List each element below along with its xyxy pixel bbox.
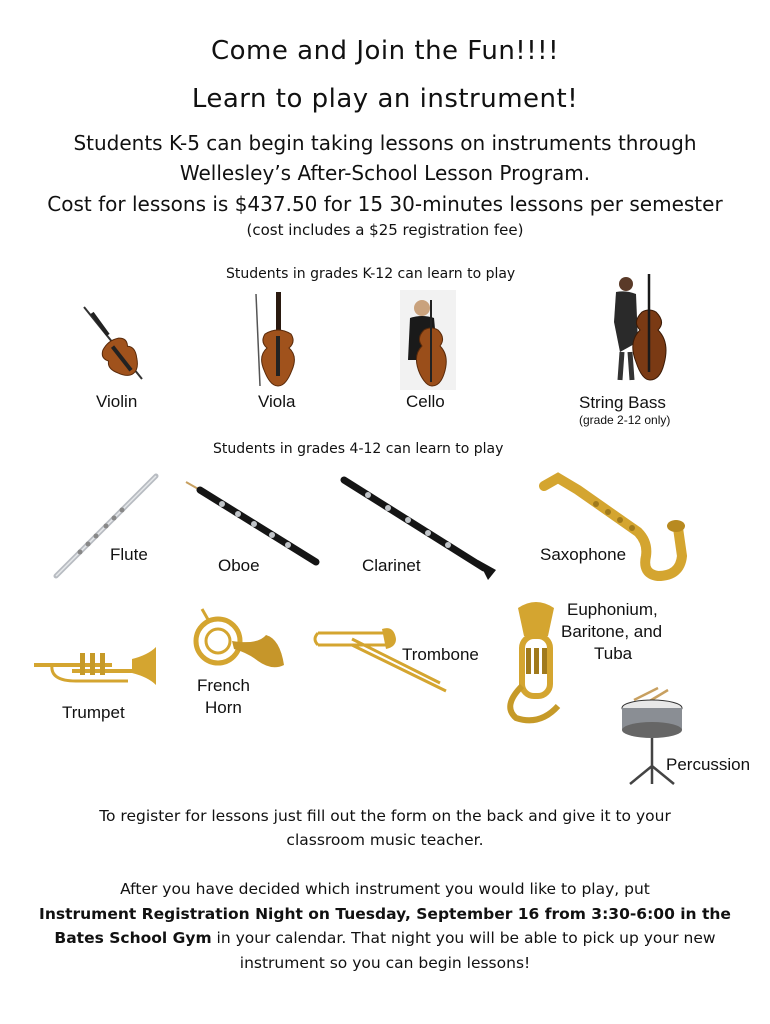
title-line-1: Come and Join the Fun!!!! xyxy=(211,36,559,66)
violin-icon xyxy=(78,305,148,385)
description-line-1: Students K-5 can begin taking lessons on instruments through xyxy=(73,131,697,155)
french-horn-label-line-2: Horn xyxy=(205,698,242,717)
trumpet-label: Trumpet xyxy=(62,703,125,722)
title-line-2: Learn to play an instrument! xyxy=(191,84,579,114)
final-line: instrument so you can begin lessons! xyxy=(239,954,531,972)
clarinet-label: Clarinet xyxy=(362,556,421,575)
fee-note: (cost includes a $25 registration fee) xyxy=(246,221,524,239)
percussion-label: Percussion xyxy=(666,755,751,774)
euphonium-label-line-2: Baritone, and xyxy=(561,622,663,641)
winds-heading: Students in grades 4-12 can learn to play xyxy=(213,441,504,457)
strings-heading: Students in grades K-12 can learn to play xyxy=(226,266,516,282)
viola-icon xyxy=(250,290,305,390)
string-bass-grade-note: (grade 2-12 only) xyxy=(579,413,671,427)
after-line-1: After you have decided which instrument you would like to play, put xyxy=(120,880,650,898)
trombone-label: Trombone xyxy=(402,645,479,664)
violin-label: Violin xyxy=(96,392,138,411)
euphonium-label-line-1: Euphonium, xyxy=(567,600,658,619)
registration-night-line xyxy=(0,902,770,927)
euphonium-label-line-3: Tuba xyxy=(594,644,633,663)
registration-night-bold: Instrument Registration Night on Tuesday, September 16 from 3:30-6:00 in the xyxy=(39,905,731,923)
cost-line: Cost for lessons is $437.50 for 15 30-minutes lessons per semester xyxy=(47,192,723,216)
calendar-text: in your calendar. That night you will be able to pick up your new xyxy=(211,929,716,947)
flute-icon xyxy=(50,470,162,582)
cello-icon xyxy=(400,290,456,390)
register-line-2: classroom music teacher. xyxy=(286,831,484,849)
flute-label: Flute xyxy=(110,545,148,564)
string-bass-icon xyxy=(608,272,668,384)
cello-label: Cello xyxy=(406,392,445,411)
saxophone-label: Saxophone xyxy=(540,545,627,564)
register-line-1: To register for lessons just fill out the form on the back and give it to your xyxy=(99,807,671,825)
trumpet-icon xyxy=(32,645,160,687)
description-line-2: Wellesley’s After-School Lesson Program. xyxy=(179,161,591,185)
oboe-label: Oboe xyxy=(218,556,260,575)
french-horn-label-line-1: French xyxy=(197,676,250,695)
location-line xyxy=(0,926,770,951)
viola-label: Viola xyxy=(258,392,296,411)
bates-school-gym: Bates School Gym xyxy=(54,929,212,947)
french-horn-icon xyxy=(188,605,288,673)
string-bass-label: String Bass xyxy=(579,393,666,412)
